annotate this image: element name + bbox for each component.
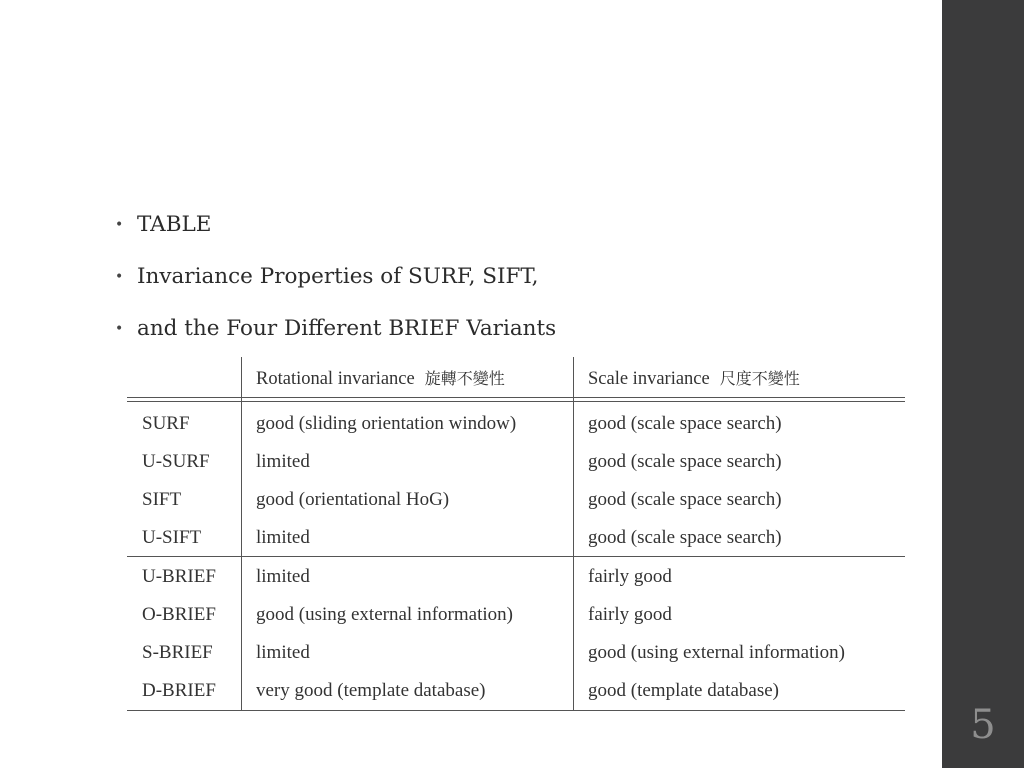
slide-sidebar bbox=[942, 0, 1024, 768]
header-rule-bottom bbox=[127, 401, 905, 402]
slide-number: 5 bbox=[970, 702, 996, 748]
table-cell-scale: good (scale space search) bbox=[588, 451, 782, 472]
table-cell-rotational: good (orientational HoG) bbox=[256, 489, 450, 510]
table-cell-rotational: limited bbox=[256, 451, 310, 472]
bottom-rule bbox=[127, 710, 905, 711]
table-cell-rotational: limited bbox=[256, 527, 310, 548]
table-cell-method: SURF bbox=[142, 413, 190, 434]
table-cell-rotational: limited bbox=[256, 566, 310, 587]
bullet-text: Invariance Properties of SURF, SIFT, bbox=[137, 264, 539, 289]
table-cell-method: U-SIFT bbox=[142, 527, 202, 548]
table-cell-scale: good (template database) bbox=[588, 680, 779, 701]
table-cell-scale: fairly good bbox=[588, 604, 672, 625]
table-cell-rotational: good (using external information) bbox=[256, 604, 513, 625]
table-cell-method: S-BRIEF bbox=[142, 642, 213, 663]
header-rotational bbox=[256, 367, 505, 391]
table-cell-method: D-BRIEF bbox=[142, 680, 216, 701]
bullet-text: and the Four Different BRIEF Variants bbox=[137, 316, 557, 341]
bullet-item bbox=[112, 207, 556, 259]
header-scale-cjk: 尺度不變性 bbox=[719, 369, 800, 388]
table-cell-scale: fairly good bbox=[588, 566, 672, 587]
bullet-dot-icon: • bbox=[115, 269, 124, 285]
group-rule bbox=[127, 556, 905, 557]
invariance-table bbox=[127, 357, 905, 711]
column-divider bbox=[241, 357, 242, 711]
table-cell-scale: good (using external information) bbox=[588, 642, 845, 663]
table-cell-scale: good (scale space search) bbox=[588, 413, 782, 434]
table-cell-rotational: good (sliding orientation window) bbox=[256, 413, 517, 434]
column-divider bbox=[573, 357, 574, 711]
bullet-item bbox=[112, 311, 556, 363]
table-cell-rotational: very good (template database) bbox=[256, 680, 486, 701]
table-cell-scale: good (scale space search) bbox=[588, 489, 782, 510]
table-cell-rotational: limited bbox=[256, 642, 310, 663]
bullet-text: TABLE bbox=[137, 212, 212, 237]
bullet-dot-icon: • bbox=[115, 217, 124, 233]
header-scale-label: Scale invariance bbox=[588, 369, 710, 389]
bullet-dot-icon: • bbox=[115, 321, 124, 337]
table-cell-method: O-BRIEF bbox=[142, 604, 216, 625]
table-cell-method: SIFT bbox=[142, 489, 182, 510]
bullet-list bbox=[112, 207, 556, 363]
header-rotational-label: Rotational invariance bbox=[256, 369, 415, 389]
header-scale bbox=[588, 367, 800, 391]
table-cell-scale: good (scale space search) bbox=[588, 527, 782, 548]
table-cell-method: U-SURF bbox=[142, 451, 210, 472]
header-rotational-cjk: 旋轉不變性 bbox=[424, 369, 505, 388]
header-rule-top bbox=[127, 397, 905, 398]
table-cell-method: U-BRIEF bbox=[142, 566, 216, 587]
bullet-item bbox=[112, 259, 556, 311]
